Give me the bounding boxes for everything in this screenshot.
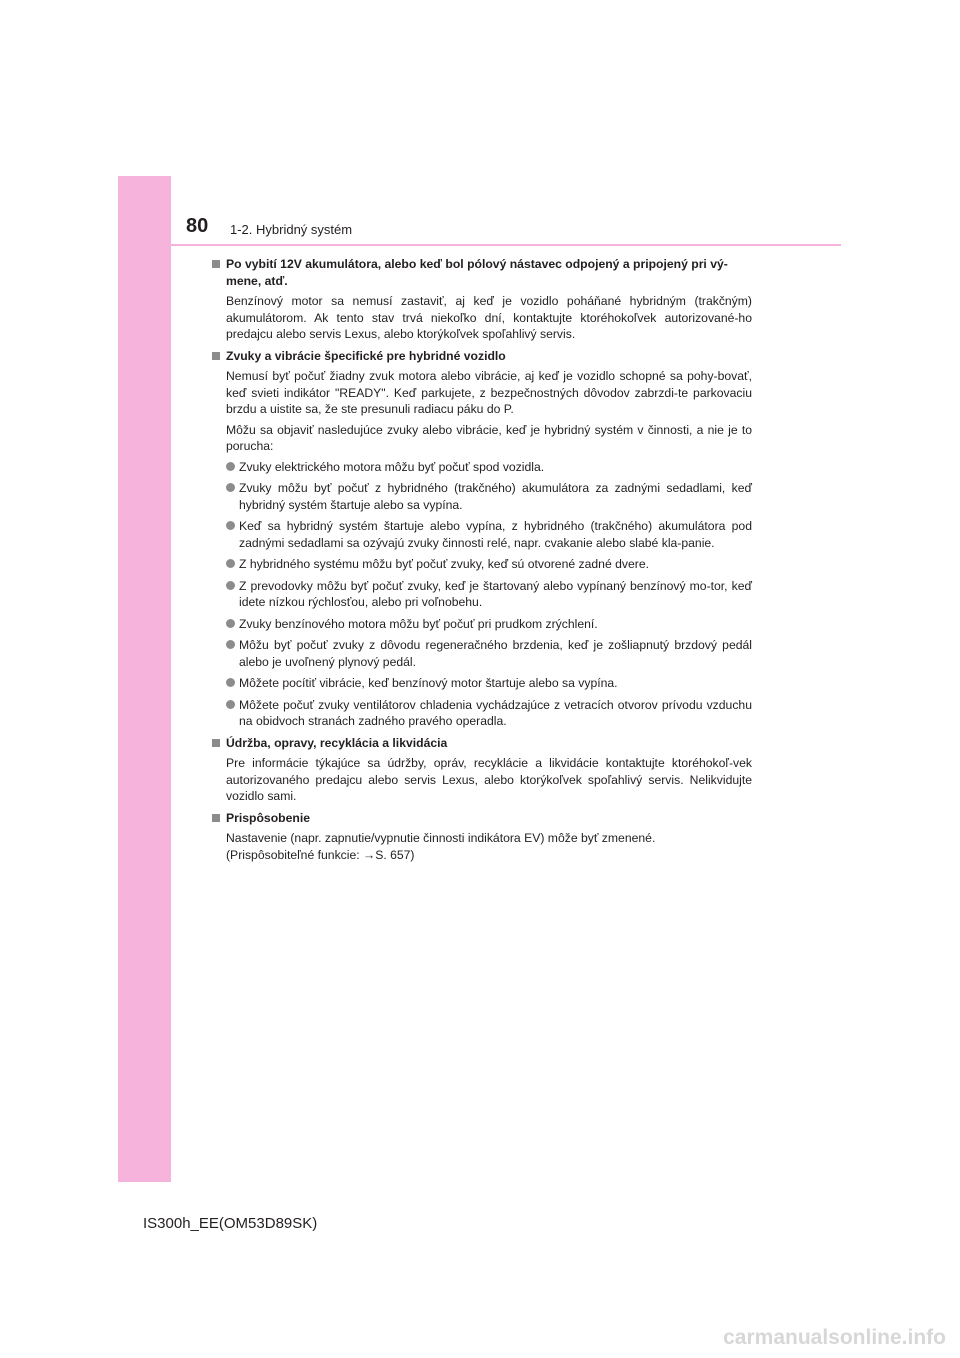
round-bullet-icon (226, 483, 235, 492)
round-bullet-icon (226, 619, 235, 628)
list-item-text: Zvuky môžu byť počuť z hybridného (trakčného) akumulátora za zadnými sedadlami, keď hybridný systém štartuje alebo sa vypína. (239, 481, 752, 512)
section-heading-text: Údržba, opravy, recyklácia a likvidácia (226, 735, 448, 750)
paragraph: Pre informácie týkajúce sa údržby, opráv, recyklácie a likvidácie kontaktujte ktoréhokoľ-vek autorizovaného predajcu alebo servis Lexus, alebo ktorýkoľvek spoľahlivý servis. Nelikvidujte vozidlo sami. (226, 756, 752, 803)
list-item-text: Môžu byť počuť zvuky z dôvodu regeneračného brzdenia, keď je zošliapnutý brzdový pedál alebo je uvoľnený plynový pedál. (239, 638, 752, 669)
section-heading (210, 256, 752, 289)
round-bullet-icon (226, 640, 235, 649)
list-item-text: Keď sa hybridný systém štartuje alebo vypína, z hybridného (trakčného) akumulátora pod zadnými sedadlami sa ozývajú zvuky činnosti relé, napr. cvakanie alebo slabé kla-panie. (239, 519, 752, 550)
document-code: IS300h_EE(OM53D89SK) (143, 1215, 318, 1232)
list-item (226, 616, 752, 633)
page-number: 80 (186, 215, 209, 237)
section-heading-text: Po vybití 12V akumulátora, alebo keď bol pólový nástavec odpojený a pripojený pri vý-mene, atď. (226, 257, 728, 288)
section-title: 1-2. Hybridný systém (230, 222, 353, 237)
page-reference-link[interactable]: (Prispôsobiteľné funkcie: →S. 657) (226, 847, 415, 862)
section-heading (210, 348, 752, 365)
section-heading-text: Zvuky a vibrácie špecifické pre hybridné vozidlo (226, 348, 506, 363)
list-item (226, 556, 752, 573)
list-item (226, 697, 752, 730)
round-bullet-icon (226, 559, 235, 568)
list-item (226, 480, 752, 513)
list-item-text: Zvuky benzínového motora môžu byť počuť pri prudkom zrýchlení. (239, 616, 598, 631)
section-heading (210, 735, 752, 752)
section-maintenance (210, 735, 752, 805)
page-header (171, 176, 841, 246)
list-item-text: Z hybridného systému môžu byť počuť zvuky, keď sú otvorené zadné dvere. (239, 557, 649, 571)
list-item (226, 637, 752, 670)
round-bullet-icon (226, 700, 235, 709)
list-item (226, 675, 752, 692)
header-divider (171, 244, 841, 246)
main-content (210, 256, 752, 868)
list-item (226, 459, 752, 476)
section-customization (210, 810, 752, 864)
square-bullet-icon (212, 814, 220, 822)
round-bullet-icon (226, 521, 235, 530)
square-bullet-icon (212, 260, 220, 268)
paragraph: Môžu sa objaviť nasledujúce zvuky alebo vibrácie, keď je hybridný systém v činnosti, a nie je to porucha: (226, 422, 752, 453)
section-12v-battery (210, 256, 752, 343)
round-bullet-icon (226, 581, 235, 590)
section-heading (210, 810, 752, 827)
paragraph: Nastavenie (napr. zapnutie/vypnutie činnosti indikátora EV) môže byť zmenené. (226, 831, 656, 845)
watermark-text: carmanualsonline.info (723, 1326, 946, 1349)
list-item-text: Z prevodovky môžu byť počuť zvuky, keď je štartovaný alebo vypínaný benzínový mo-tor, keď idete nízkou rýchlosťou, alebo pri voľnobehu. (239, 578, 752, 609)
list-item (226, 518, 752, 551)
square-bullet-icon (212, 352, 220, 360)
round-bullet-icon (226, 462, 235, 471)
paragraph: Nemusí byť počuť žiadny zvuk motora alebo vibrácie, aj keď je vozidlo schopné sa pohy-bovať, keď svieti indikátor "READY". Keď parkujete, z bezpečnostných dôvodov zabrzdi-te parkovaciu brzdu a uistite sa, že ste presunuli radiacu páku do P. (226, 369, 752, 416)
paragraph: Benzínový motor sa nemusí zastaviť, aj keď je vozidlo poháňané hybridným (trakčným) akumulátorom. Ak tento stav trvá niekoľko dní, kontaktujte ktoréhokoľvek autorizované-ho predajcu alebo servis Lexus, alebo ktorýkoľvek spoľahlivý servis. (226, 294, 752, 341)
list-item-text: Zvuky elektrického motora môžu byť počuť spod vozidla. (239, 459, 545, 474)
section-heading-text: Prispôsobenie (226, 810, 310, 825)
round-bullet-icon (226, 678, 235, 687)
list-item (226, 578, 752, 611)
list-item-text: Môžete počuť zvuky ventilátorov chladenia vychádzajúce z vetracích otvorov prívodu vzduchu na obidvoch stranách zadného pravého operadla. (239, 697, 752, 728)
section-hybrid-sounds (210, 348, 752, 730)
chapter-side-band (118, 176, 171, 1182)
list-item-text: Môžete pocítiť vibrácie, keď benzínový motor štartuje alebo sa vypína. (239, 676, 618, 690)
square-bullet-icon (212, 739, 220, 747)
